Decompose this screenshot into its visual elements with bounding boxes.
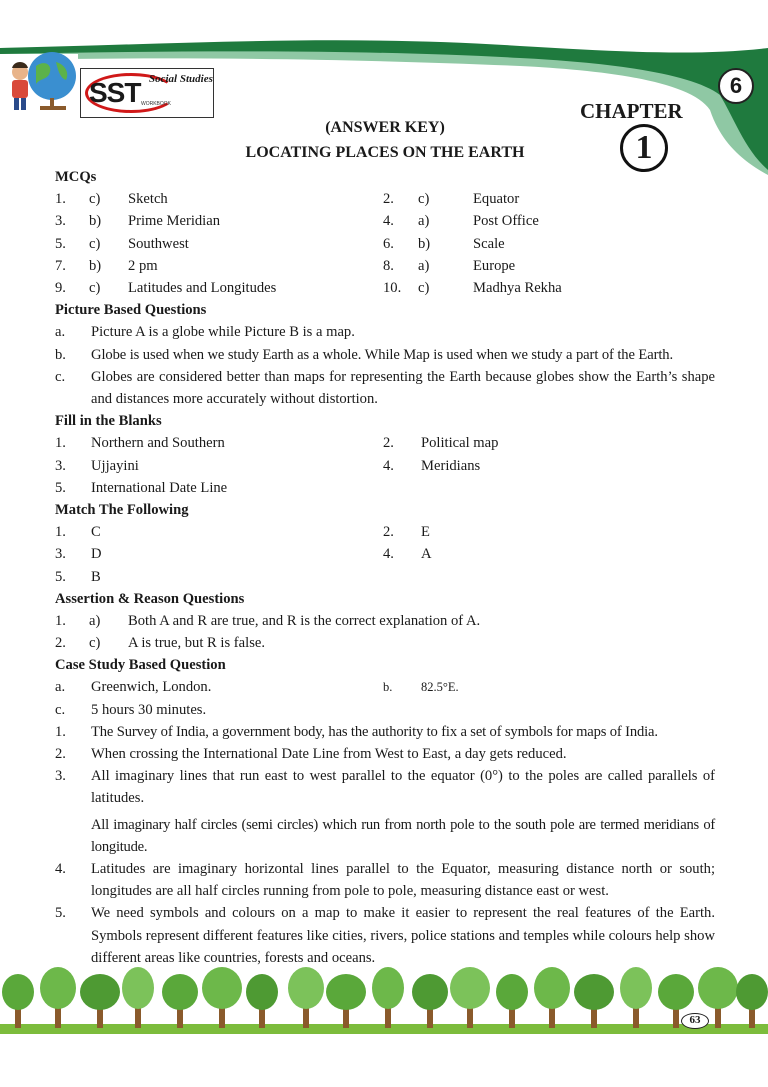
tree-crown — [122, 967, 154, 1009]
chapter-number: 1 — [620, 124, 668, 172]
fill-row — [55, 455, 715, 477]
fill-row — [55, 477, 715, 499]
assertion-number: 1. — [55, 612, 66, 629]
page-number: 63 — [681, 1013, 709, 1029]
mcq-answer: Sketch — [128, 191, 168, 208]
match-number: 5. — [55, 568, 66, 585]
long-answer — [55, 721, 715, 743]
mcq-number: 4. — [383, 213, 394, 230]
tree-crown — [698, 967, 738, 1009]
tree-crown — [40, 967, 76, 1009]
mcq-number: 7. — [55, 257, 66, 274]
case-heading: Case Study Based Question — [55, 657, 226, 674]
long-number: 2. — [55, 746, 66, 763]
mcq-row — [55, 210, 715, 232]
tree-crown — [326, 974, 366, 1010]
mcq-number: 10. — [383, 279, 402, 296]
answer-letter: b. — [55, 346, 66, 363]
match-answer: D — [91, 546, 102, 563]
mcq-option: b) — [89, 257, 102, 274]
mcq-answer: Madhya Rekha — [473, 279, 562, 296]
match-answer: C — [91, 524, 101, 541]
mcq-number: 9. — [55, 279, 66, 296]
long-text-continuation: All imaginary half circles (semi circles) which run from north pole to the south pole are termed meridians of longitude. — [91, 816, 715, 855]
answer-text: Picture A is a globe while Picture B is a map. — [91, 324, 355, 341]
tree-crown — [80, 974, 120, 1010]
mcq-option: c) — [418, 279, 430, 296]
answer-text: Globes are considered better than maps for representing the Earth because globes show the Earth’s shape and distances more accurately without distortion. — [91, 368, 715, 407]
mcq-number: 1. — [55, 191, 66, 208]
mcq-answer: Southwest — [128, 235, 189, 252]
match-number: 2. — [383, 524, 394, 541]
tree-crown — [372, 967, 404, 1009]
tree-row — [2, 967, 768, 1028]
fill-number: 4. — [383, 457, 394, 474]
tree-crown — [658, 974, 694, 1010]
tree-crown — [450, 967, 490, 1009]
long-number: 3. — [55, 768, 66, 785]
footer-trees-decoration — [0, 960, 768, 1087]
picture-answer — [55, 321, 715, 343]
tree-crown — [288, 967, 324, 1009]
mcq-option: c) — [418, 191, 430, 208]
long-number: 4. — [55, 861, 66, 878]
tree-crown — [620, 967, 652, 1009]
tree-crown — [736, 974, 768, 1010]
tree-crown — [2, 974, 34, 1010]
fill-answer: Political map — [421, 435, 499, 452]
assertion-answer: A is true, but R is false. — [128, 635, 266, 652]
mcq-number: 5. — [55, 235, 66, 252]
match-answer: E — [421, 524, 430, 541]
mcq-option: a) — [418, 257, 430, 274]
match-number: 3. — [55, 546, 66, 563]
mcq-number: 3. — [55, 213, 66, 230]
mcq-heading: MCQs — [55, 169, 97, 185]
mcq-number: 6. — [383, 235, 394, 252]
page-title: LOCATING PLACES ON THE EARTH — [245, 144, 525, 161]
tree-crown — [534, 967, 570, 1009]
mcq-row — [55, 188, 715, 210]
mcq-option: b) — [89, 213, 102, 230]
case-answer: 82.5°E. — [421, 680, 459, 695]
assertion-number: 2. — [55, 635, 66, 652]
tree-crown — [574, 974, 614, 1010]
fill-answer: International Date Line — [91, 479, 228, 496]
mcq-answer: 2 pm — [128, 257, 158, 274]
match-answer: B — [91, 568, 101, 585]
case-answer: 5 hours 30 minutes. — [91, 701, 207, 718]
mcq-answer: Post Office — [473, 213, 539, 230]
picture-answer — [55, 344, 715, 366]
class-number-badge: 6 — [718, 68, 754, 104]
match-answer: A — [421, 546, 432, 563]
assertion-row — [55, 610, 715, 632]
assertion-option: a) — [89, 612, 101, 629]
case-answer: Greenwich, London. — [91, 679, 212, 696]
sst-workbook-logo — [80, 68, 214, 118]
mcq-answer: Europe — [473, 257, 516, 274]
fill-number: 1. — [55, 435, 66, 452]
fill-number: 5. — [55, 479, 66, 496]
mcq-option: a) — [418, 213, 430, 230]
mcq-option: c) — [89, 235, 101, 252]
chapter-label: CHAPTER — [580, 99, 683, 123]
fill-heading: Fill in the Blanks — [55, 413, 162, 430]
tree-crown — [202, 967, 242, 1009]
fill-number: 2. — [383, 435, 394, 452]
mcq-answer: Scale — [473, 235, 505, 252]
mcq-row — [55, 277, 715, 299]
match-row — [55, 543, 715, 565]
case-row — [55, 676, 715, 698]
logo-sub: WORKBOOK — [141, 101, 172, 107]
tree-crown — [162, 974, 198, 1010]
fill-answer: Ujjayini — [91, 457, 139, 474]
match-row — [55, 566, 715, 588]
fill-answer: Northern and Southern — [91, 435, 225, 452]
match-heading: Match The Following — [55, 501, 189, 518]
fill-number: 3. — [55, 457, 66, 474]
fill-answer: Meridians — [421, 457, 481, 474]
mcq-number: 8. — [383, 257, 394, 274]
long-number: 1. — [55, 723, 66, 740]
mcq-option: c) — [89, 191, 101, 208]
logo-text: SST — [89, 77, 141, 108]
long-text: We need symbols and colours on a map to make it easier to represent the real features of the Earth. Symbols represent different features like cities, rivers, police stations and temples while colours help show different areas like countries, forests and oceans. — [91, 905, 715, 966]
long-text: The Survey of India, a government body, has the authority to fix a set of symbols for maps of India. — [91, 723, 658, 740]
picture-heading: Picture Based Questions — [55, 302, 207, 319]
long-text: All imaginary lines that run east to west parallel to the equator (0°) to the poles are called parallels of latitudes. — [91, 768, 715, 807]
mcq-option: c) — [89, 279, 101, 296]
answer-letter: c. — [55, 368, 66, 385]
case-letter: c. — [55, 701, 66, 718]
mcq-answer: Equator — [473, 191, 520, 208]
answer-text: Globe is used when we study Earth as a whole. While Map is used when we study a part of the Earth. — [91, 346, 674, 363]
tree-crown — [412, 974, 448, 1010]
answer-key-label: (ANSWER KEY) — [325, 119, 445, 136]
long-answer — [55, 858, 715, 902]
long-number: 5. — [55, 905, 66, 922]
assertion-heading: Assertion & Reason Questions — [55, 590, 245, 607]
case-letter: b. — [383, 680, 393, 695]
long-answer — [55, 765, 715, 809]
answer-letter: a. — [55, 324, 66, 341]
case-row — [55, 699, 715, 721]
long-answer — [55, 743, 715, 765]
mcq-row — [55, 233, 715, 255]
match-row — [55, 521, 715, 543]
picture-answer — [55, 366, 715, 410]
assertion-option: c) — [89, 635, 101, 652]
tree-crown — [496, 974, 528, 1010]
tree-crown — [246, 974, 278, 1010]
long-text: When crossing the International Date Line from West to East, a day gets reduced. — [91, 746, 567, 763]
assertion-row — [55, 632, 715, 654]
mcq-answer: Latitudes and Longitudes — [128, 279, 277, 296]
assertion-answer: Both A and R are true, and R is the correct explanation of A. — [128, 612, 481, 629]
match-number: 4. — [383, 546, 394, 563]
case-letter: a. — [55, 679, 66, 696]
match-number: 1. — [55, 524, 66, 541]
long-text: Latitudes are imaginary horizontal lines parallel to the Equator, measuring distance north or south; longitudes are all half circles running from pole to pole, measuring distance east or west. — [91, 861, 715, 900]
mcq-answer: Prime Meridian — [128, 213, 221, 230]
mcq-row — [55, 255, 715, 277]
mcq-number: 2. — [383, 191, 394, 208]
answer-content — [55, 166, 715, 969]
logo-tagline: Social Studies — [149, 73, 213, 85]
fill-row — [55, 432, 715, 454]
mcq-option: b) — [418, 235, 431, 252]
